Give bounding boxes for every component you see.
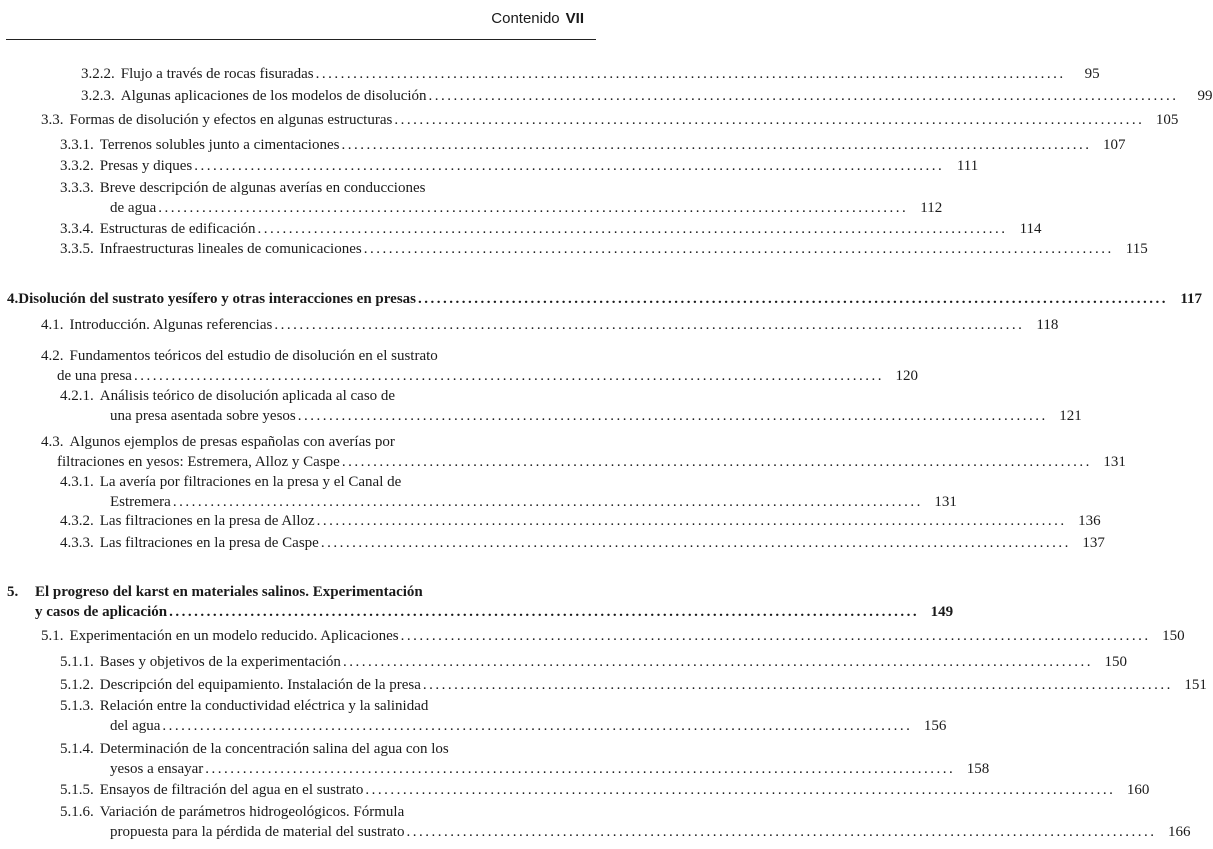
toc-page-number: 120	[895, 368, 918, 384]
toc-entry-number: 4.3.1.	[60, 474, 94, 490]
toc-entry-number: 5.1.5.	[60, 782, 94, 798]
toc-entry-title: Algunos ejemplos de presas españolas con averías por	[69, 434, 395, 450]
dot-leader: ........................................................................................................................	[194, 158, 945, 174]
toc-entry	[60, 178, 943, 218]
toc-entry	[60, 135, 1126, 155]
toc-page-number: 136	[1078, 513, 1101, 529]
toc-page-number: 107	[1102, 137, 1126, 153]
toc-entry-number: 5.1.2.	[60, 677, 94, 693]
toc-page-number: 166	[1167, 824, 1191, 840]
toc-entry-line	[41, 452, 1126, 472]
toc-entry	[41, 315, 1059, 335]
toc-entry-title: Terrenos solubles junto a cimentaciones	[99, 137, 340, 153]
toc-entry-title: Infraestructuras lineales de comunicaciones	[99, 241, 362, 257]
toc-entry-number: 4.2.	[41, 348, 64, 364]
toc-entry-number: 3.3.5.	[60, 241, 94, 257]
toc-entry-title: Estructuras de edificación	[99, 221, 256, 237]
toc-entry-title: Bases y objetivos de la experimentación	[99, 654, 341, 670]
toc-entry-line	[81, 86, 1213, 106]
dot-leader: ........................................................................................................................	[341, 137, 1092, 153]
toc-entry-line	[60, 472, 583, 492]
toc-entry-title: La avería por filtraciones en la presa y el Canal de	[99, 474, 402, 490]
toc-entry-title: Las filtraciones en la presa de Alloz	[99, 513, 315, 529]
toc-entry-number: 4.3.	[41, 434, 64, 450]
toc-entry	[81, 86, 1213, 106]
dot-leader: ........................................................................................................................	[418, 291, 1168, 307]
toc-entry-number: 3.3.2.	[60, 158, 94, 174]
dot-leader: ........................................................................................................................	[365, 782, 1116, 798]
toc-entry	[60, 533, 1105, 553]
toc-entry-number: 4.1.	[41, 317, 64, 333]
toc-entry-title: Determinación de la concentración salina del agua con los	[99, 741, 449, 757]
toc-entry-title: de agua	[110, 200, 157, 216]
toc-entry	[41, 110, 1179, 130]
toc-entry	[60, 386, 1082, 426]
toc-entry-line	[60, 386, 583, 406]
toc-page-number: 115	[1125, 241, 1148, 257]
toc-entry	[60, 696, 947, 736]
toc-entry-title: Algunas aplicaciones de los modelos de disolución	[120, 88, 427, 104]
toc-page-number: 99	[1197, 88, 1213, 104]
toc-entry	[60, 802, 1191, 842]
toc-entry-line	[60, 822, 1191, 842]
toc-entry-title: Descripción del equipamiento. Instalación de la presa	[99, 677, 421, 693]
dot-leader: ........................................................................................................................	[205, 761, 956, 777]
toc-entry	[60, 472, 957, 512]
toc-entry-title: Relación entre la conductividad eléctrica y la salinidad	[99, 698, 429, 714]
toc-page-number: 95	[1084, 66, 1100, 82]
dot-leader: ........................................................................................................................	[422, 677, 1173, 693]
toc-entry-title: Experimentación en un modelo reducido. Aplicaciones	[69, 628, 399, 644]
toc-entry	[60, 675, 1207, 695]
toc-entry-line	[60, 492, 957, 512]
dot-leader: ........................................................................................................................	[400, 628, 1151, 644]
toc-page-number: 151	[1184, 677, 1207, 693]
toc-entry-line	[81, 64, 1100, 84]
toc-entry	[60, 652, 1127, 672]
toc-entry-title: Breve descripción de algunas averías en conducciones	[99, 180, 426, 196]
toc-page-number: 117	[1180, 291, 1202, 307]
toc-entry-title: El progreso del karst en materiales salinos. Experimentación	[35, 584, 423, 600]
toc-entry-number: 5.1.6.	[60, 804, 94, 820]
toc-entry-line	[60, 780, 1150, 800]
dot-leader: ........................................................................................................................	[394, 112, 1145, 128]
toc-entry-number: 3.3.4.	[60, 221, 94, 237]
toc-entry-line	[41, 110, 1179, 130]
toc-entry-line	[60, 239, 1148, 259]
toc-entry	[60, 219, 1042, 239]
toc-chapter-entry	[7, 289, 1202, 309]
dot-leader: ........................................................................................................................	[428, 88, 1179, 104]
toc-entry-title: filtraciones en yesos: Estremera, Alloz y Caspe	[57, 454, 340, 470]
toc-page-number: 118	[1036, 317, 1059, 333]
toc-entry-title: y casos de aplicación	[35, 604, 168, 620]
dot-leader: ........................................................................................................................	[172, 494, 923, 510]
toc-entry-title: Ensayos de filtración del agua en el sustrato	[99, 782, 364, 798]
toc-page-number: 137	[1082, 535, 1105, 551]
toc-page-number: 131	[934, 494, 957, 510]
toc-entry-title: de una presa	[57, 368, 132, 384]
toc-entry-line	[60, 533, 1105, 553]
toc-entry-line	[7, 582, 583, 602]
toc-entry-title: Flujo a través de rocas fisuradas	[120, 66, 314, 82]
toc-entry-line	[60, 198, 943, 218]
dot-leader: ........................................................................................................................	[274, 317, 1025, 333]
dot-leader: ........................................................................................................................	[342, 654, 1093, 670]
toc-page-number: 121	[1059, 408, 1082, 424]
toc-entry-title: Estremera	[110, 494, 171, 510]
toc-entry-line	[60, 511, 1101, 531]
toc-entry	[41, 626, 1185, 646]
toc-entry-number: 4.3.3.	[60, 535, 94, 551]
toc-entry	[60, 239, 1148, 259]
toc-page-number: 158	[966, 761, 990, 777]
dot-leader: ........................................................................................................................	[133, 368, 884, 384]
toc-page-number: 114	[1019, 221, 1042, 237]
toc-chapter-entry	[7, 582, 954, 622]
toc-entry-line	[60, 802, 583, 822]
toc-entry-title: Presas y diques	[99, 158, 193, 174]
toc-entry-title: Análisis teórico de disolución aplicada al caso de	[99, 388, 396, 404]
header-label: Contenido	[491, 10, 560, 27]
toc-entry-number: 5.	[7, 584, 19, 600]
toc-entry-line	[60, 652, 1127, 672]
toc-entry-line	[7, 602, 954, 622]
toc-entry-line	[60, 135, 1126, 155]
toc-entry-number: 4.	[7, 291, 19, 307]
toc-entry-title: una presa asentada sobre yesos	[110, 408, 296, 424]
toc-entry-title: Variación de parámetros hidrogeológicos. Fórmula	[99, 804, 405, 820]
toc-entry-number: 4.3.2.	[60, 513, 94, 529]
toc-entry	[41, 346, 918, 386]
dot-leader: ........................................................................................................................	[162, 718, 913, 734]
toc-entry-number: 5.1.1.	[60, 654, 94, 670]
toc-entry-number: 4.2.1.	[60, 388, 94, 404]
toc-entry-number: 5.1.3.	[60, 698, 94, 714]
toc-entry-line	[60, 716, 947, 736]
dot-leader: ........................................................................................................................	[320, 535, 1071, 551]
toc-entry	[41, 432, 1126, 472]
toc-page-number: 105	[1155, 112, 1179, 128]
toc-entry-number: 3.3.1.	[60, 137, 94, 153]
toc-entry	[60, 511, 1101, 531]
toc-entry-line	[60, 696, 583, 716]
toc-entry-title: propuesta para la pérdida de material del sustrato	[110, 824, 405, 840]
header-page-number: VII	[565, 10, 584, 27]
toc-entry-title: Las filtraciones en la presa de Caspe	[99, 535, 319, 551]
toc-entry-line	[41, 626, 1185, 646]
toc-entry	[60, 780, 1150, 800]
toc-entry-number: 3.2.3.	[81, 88, 115, 104]
toc-entry-line	[60, 675, 1207, 695]
toc-page-number: 131	[1103, 454, 1126, 470]
dot-leader: ........................................................................................................................	[363, 241, 1114, 257]
dot-leader: ........................................................................................................................	[406, 824, 1157, 840]
toc-entry-line	[60, 406, 1082, 426]
toc-entry-number: 5.1.4.	[60, 741, 94, 757]
toc-entry	[60, 156, 979, 176]
toc-entry-line	[41, 432, 583, 452]
toc-entry-number: 3.3.	[41, 112, 64, 128]
toc-entry-line	[60, 759, 990, 779]
toc-entry-line	[60, 739, 583, 759]
toc-entry-line	[60, 156, 979, 176]
toc-entry-title: Formas de disolución y efectos en algunas estructuras	[69, 112, 393, 128]
toc-page-number: 150	[1162, 628, 1185, 644]
toc-page-number: 112	[920, 200, 943, 216]
toc-entry-number: 3.3.3.	[60, 180, 94, 196]
toc-entry-line	[41, 346, 583, 366]
dot-leader: ........................................................................................................................	[315, 66, 1066, 82]
dot-leader: ........................................................................................................................	[169, 604, 920, 620]
dot-leader: ........................................................................................................................	[158, 200, 909, 216]
toc-entry-line	[41, 366, 918, 386]
toc-entry-line	[60, 219, 1042, 239]
dot-leader: ........................................................................................................................	[257, 221, 1008, 237]
toc-entry-title: yesos a ensayar	[110, 761, 204, 777]
toc-entry-title: del agua	[110, 718, 161, 734]
toc-entry-number: 5.1.	[41, 628, 64, 644]
toc-entry-title: Introducción. Algunas referencias	[69, 317, 273, 333]
toc-entry-title: Fundamentos teóricos del estudio de disolución en el sustrato	[69, 348, 438, 364]
toc-page-number: 149	[930, 604, 954, 620]
toc-entry	[81, 64, 1100, 84]
toc-entry-number: 3.2.2.	[81, 66, 115, 82]
toc-page-number: 111	[956, 158, 979, 174]
dot-leader: ........................................................................................................................	[297, 408, 1048, 424]
toc-page-number: 150	[1104, 654, 1127, 670]
toc-page-number: 156	[923, 718, 947, 734]
running-header	[491, 10, 584, 27]
toc-entry-line	[41, 315, 1059, 335]
toc-entry	[60, 739, 990, 779]
dot-leader: ........................................................................................................................	[341, 454, 1092, 470]
toc-entry-line	[60, 178, 583, 198]
toc-page-number: 160	[1126, 782, 1150, 798]
dot-leader: ........................................................................................................................	[316, 513, 1067, 529]
toc-entry-title: Disolución del sustrato yesífero y otras interacciones en presas	[18, 291, 416, 307]
toc-entry-line	[7, 289, 1202, 309]
header-rule	[6, 39, 596, 40]
